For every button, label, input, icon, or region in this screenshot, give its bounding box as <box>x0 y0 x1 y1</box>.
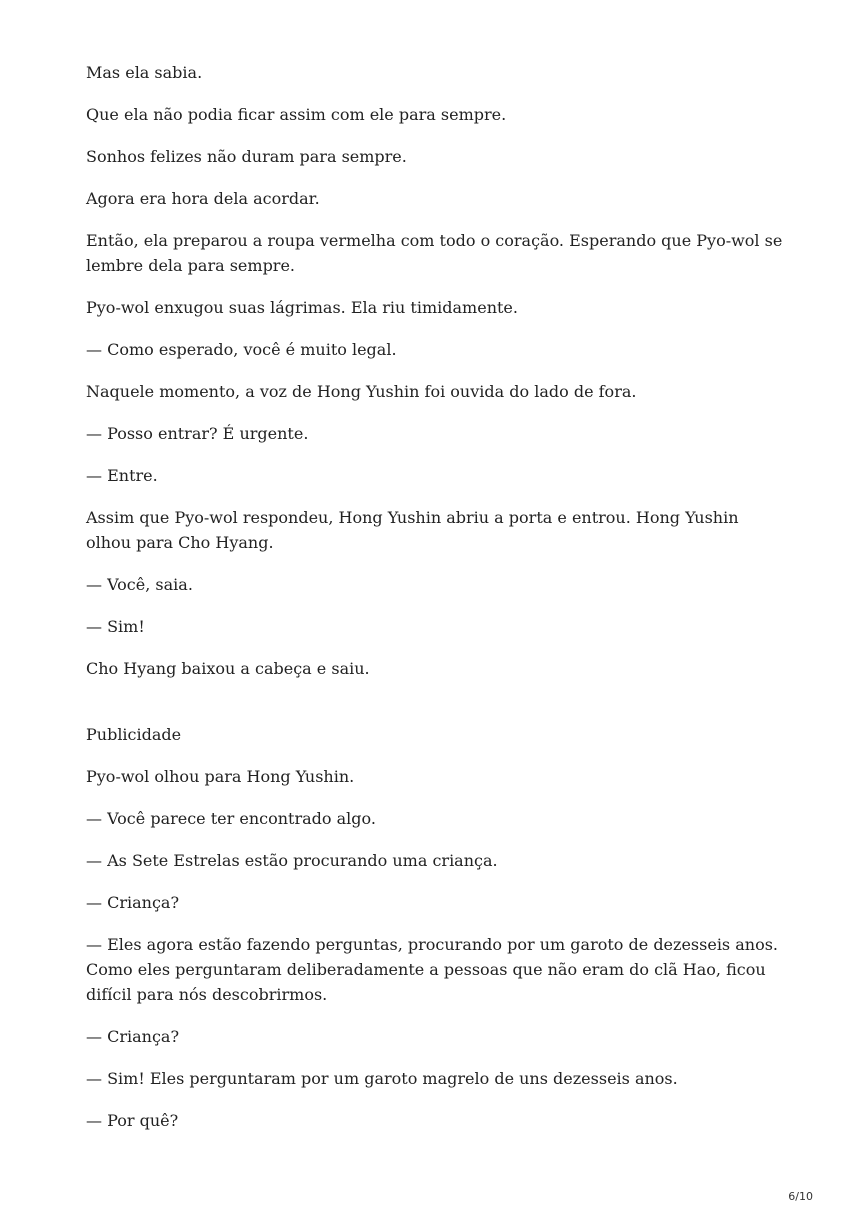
dialogue-line: — As Sete Estrelas estão procurando uma criança. <box>86 851 498 870</box>
paragraph: Cho Hyang baixou a cabeça e saiu. <box>86 659 370 678</box>
paragraph: Naquele momento, a voz de Hong Yushin foi ouvida do lado de fora. <box>86 382 637 401</box>
paragraph: Pyo-wol olhou para Hong Yushin. <box>86 767 355 786</box>
dialogue-line: — Criança? <box>86 893 180 912</box>
dialogue-line: — Sim! <box>86 617 145 636</box>
paragraph: Agora era hora dela acordar. <box>86 189 320 208</box>
paragraph: Então, ela preparou a roupa vermelha com todo o coração. Esperando que Pyo-wol se lembre dela para sempre. <box>86 231 783 275</box>
paragraph: Sonhos felizes não duram para sempre. <box>86 147 407 166</box>
page-number: 6/10 <box>788 1190 813 1203</box>
document-body <box>86 60 786 1133</box>
paragraph: Que ela não podia ficar assim com ele para sempre. <box>86 105 507 124</box>
dialogue-line: — Como esperado, você é muito legal. <box>86 340 397 359</box>
dialogue-line: — Criança? <box>86 1027 180 1046</box>
dialogue-line: — Por quê? <box>86 1111 179 1130</box>
dialogue-line: — Você, saia. <box>86 575 193 594</box>
paragraph: Pyo-wol enxugou suas lágrimas. Ela riu timidamente. <box>86 298 518 317</box>
dialogue-line: — Sim! Eles perguntaram por um garoto magrelo de uns dezesseis anos. <box>86 1069 678 1088</box>
dialogue-line: — Eles agora estão fazendo perguntas, procurando por um garoto de dezesseis anos. Como eles perguntaram deliberadamente a pessoas que não eram do clã Hao, ficou difícil para nós descobrirmos. <box>86 935 778 1004</box>
paragraph: Assim que Pyo-wol respondeu, Hong Yushin abriu a porta e entrou. Hong Yushin olhou para Cho Hyang. <box>86 508 739 552</box>
dialogue-line: — Entre. <box>86 466 158 485</box>
dialogue-line: — Você parece ter encontrado algo. <box>86 809 376 828</box>
advertisement-label: Publicidade <box>86 725 182 744</box>
paragraph: Mas ela sabia. <box>86 63 203 82</box>
dialogue-line: — Posso entrar? É urgente. <box>86 424 309 443</box>
